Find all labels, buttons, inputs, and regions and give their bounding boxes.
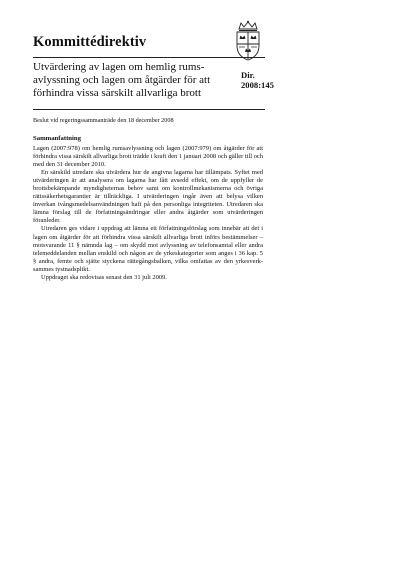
swedish-coat-of-arms-icon — [231, 20, 265, 62]
directive-title-line: Utvärdering av lagen om hemlig rums- — [33, 61, 205, 73]
summary-heading: Sammanfattning — [33, 135, 81, 142]
directive-title-line: förhindra vissa särskilt allvarliga brott — [33, 87, 202, 99]
directive-label: Dir. — [241, 70, 255, 80]
summary-paragraph: Uppdraget ska redovisas senast den 31 juli 2009. — [41, 273, 167, 281]
summary-paragraph: En särskild utredare ska utvärdera hur de angivna lagarna har tillämpats. Syftet med utvärderingen är att analysera om lagarna har fått avsedd effekt, om de uppfyller de brottsbekämpande myndigheternas behov samt om kontrollmekanismerna och övriga rättssäkerhetsgarantier är tillräckliga. I utvärderingen ingår även att belysa vilken inverkan tvångsmedelsanvändningen haft på den personliga integriteten. Utredaren ska lämna förslag till de författningsändringar eller andra åtgärder som utvärderingen föranleder. — [33, 169, 263, 225]
summary-paragraph: Utredaren ges vidare i uppdrag att lämna ett författningsförslag som innebär att det i lagen om åtgärder för att förhindra vissa särskilt allvarliga brott införs bestämmelser – motsvarande 11 § nämnda lag – om skydd mot avlyssning av telefonsamtal eller andra telemeddelanden mellan enskild och någon av de yrkeskategorier som anges i 36 kap. 5 § andra, femte och sjätte styckena rättegångsbalken, vilka omfattas av den yrkesverksammes tystnadsplikt. — [33, 225, 263, 273]
directive-number: 2008:145 — [241, 80, 274, 90]
header-rule-top — [33, 57, 265, 58]
directive-number-block — [241, 70, 301, 90]
summary-paragraph: Lagen (2007:978) om hemlig rumsavlyssning och lagen (2007:979) om åtgärder för att förhindra vissa särskilt allvarliga brott trädde i kraft den 1 januari 2008 och gäller till och med den 31 december 2010. — [33, 145, 263, 169]
document-type-heading: Kommittédirektiv — [33, 34, 147, 50]
directive-title — [33, 61, 238, 100]
header-rule-bottom — [33, 109, 265, 110]
directive-title-line: avlyssning och lagen om åtgärder för att — [33, 74, 211, 86]
summary-section — [33, 135, 263, 282]
decision-date-line: Beslut vid regeringssammanträde den 18 december 2008 — [33, 117, 174, 124]
